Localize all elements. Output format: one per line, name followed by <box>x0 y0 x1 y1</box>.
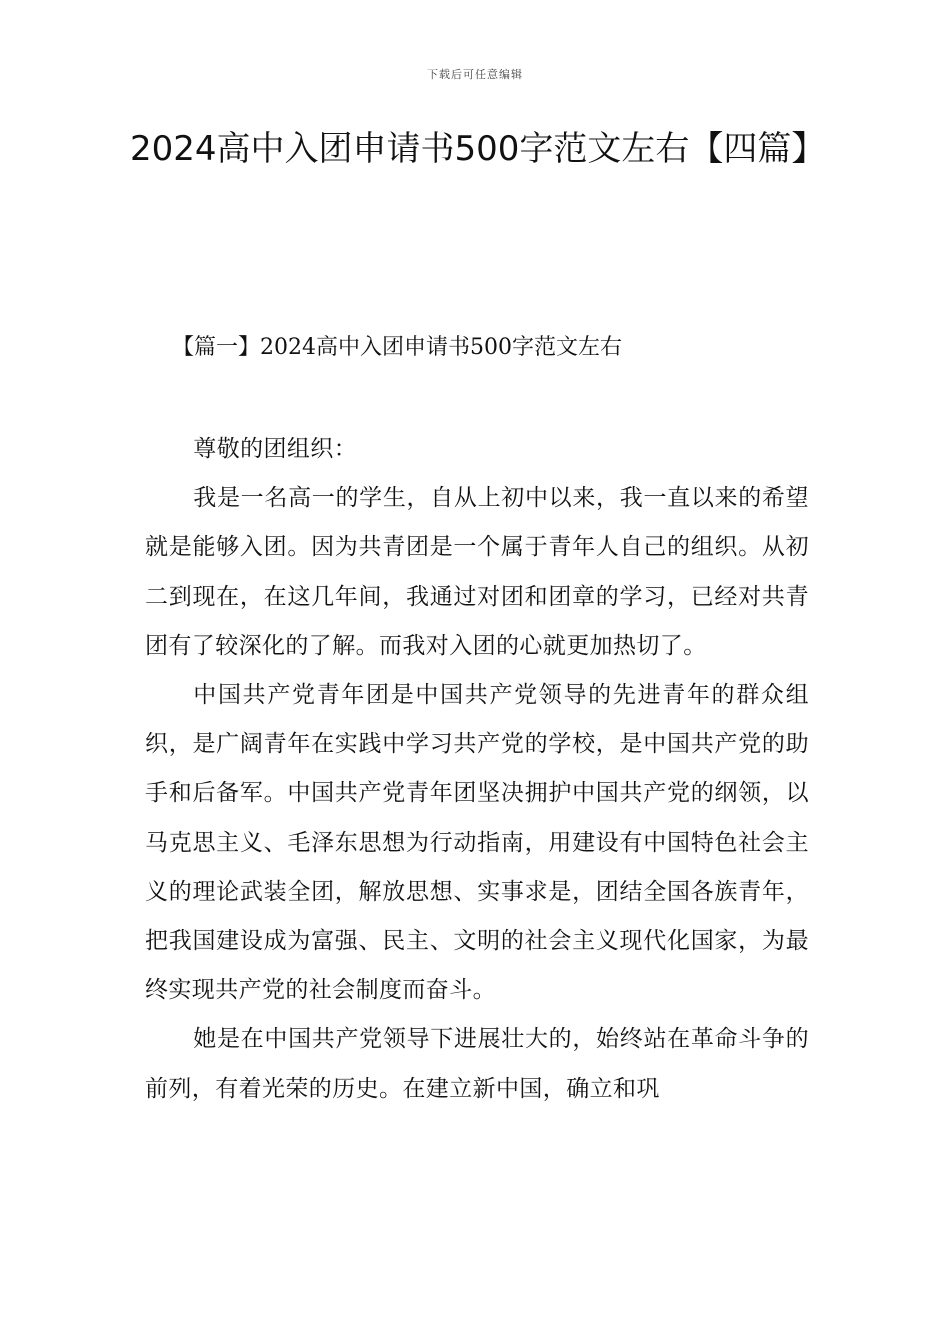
salutation: 尊敬的团组织： <box>193 436 358 462</box>
document-body <box>145 425 809 1114</box>
body-paragraph: 我是一名高一的学生，自从上初中以来，我一直以来的希望就是能够入团。因为共青团是一个属于青年人自己的组织。从初二到现在，在这几年间，我通过对团和团章的学习，已经对共青团有了较深化的了解。而我对入团的心就更加热切了。 <box>145 485 809 659</box>
header-note: 下载后可任意编辑 <box>427 68 523 81</box>
section-heading: 【篇一】2024高中入团申请书500字范文左右 <box>172 335 622 360</box>
document-title: 2024高中入团申请书500字范文左右【四篇】 <box>130 129 826 169</box>
body-paragraph: 她是在中国共产党领导下进展壮大的，始终站在革命斗争的前列，有着光荣的历史。在建立新中国，确立和巩 <box>145 1026 809 1102</box>
body-paragraph: 中国共产党青年团是中国共产党领导的先进青年的群众组织，是广阔青年在实践中学习共产党的学校，是中国共产党的助手和后备军。中国共产党青年团坚决拥护中国共产党的纲领，以马克思主义、毛泽东思想为行动指南，用建设有中国特色社会主义的理论武装全团，解放思想、实事求是，团结全国各族青年，把我国建设成为富强、民主、文明的社会主义现代化国家，为最终实现共产党的社会制度而奋斗。 <box>145 682 809 1004</box>
